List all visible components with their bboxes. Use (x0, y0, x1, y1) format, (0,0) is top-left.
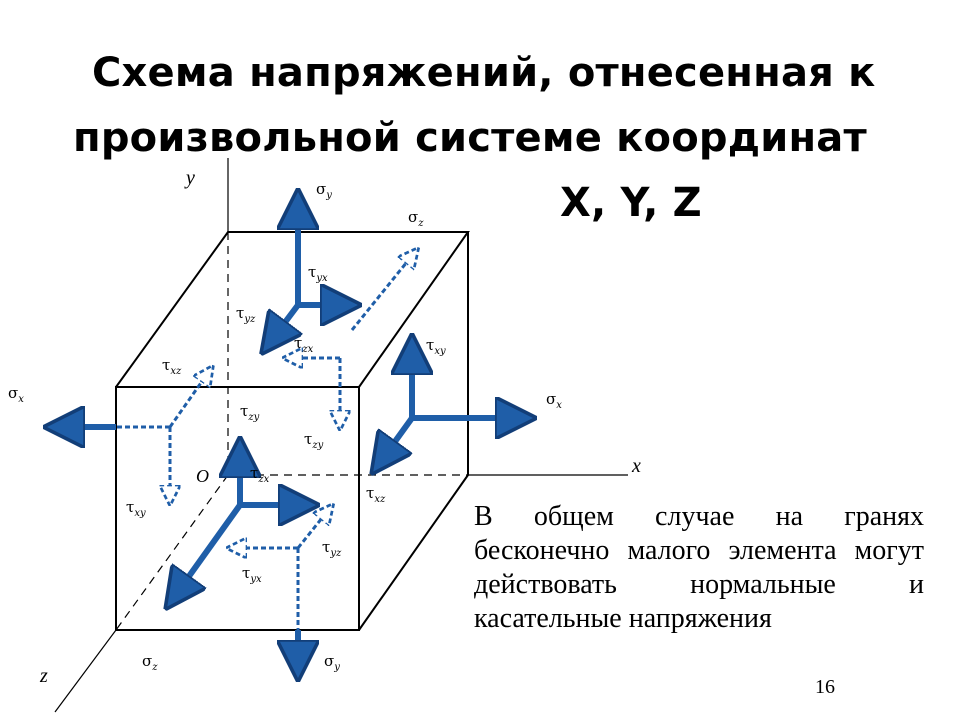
tau-zx-front-label: $\tau_{zx}$ (250, 464, 270, 485)
tau-xz-left-label: $\tau_{xz}$ (162, 356, 182, 377)
sigma-z-back-label: $\sigma_z$ (408, 208, 424, 229)
solid-stress-arrows (55, 200, 525, 670)
hidden-stress-arrows (116, 252, 415, 630)
tau-xz-right-arrow (378, 418, 412, 465)
origin-label: O (196, 466, 209, 486)
x-axis-label: x (632, 455, 641, 477)
slide-title-line-1: Схема напряжений, отнесенная к (92, 50, 876, 96)
tau-zx-top-label: $\tau_{zx}$ (294, 334, 314, 355)
y-axis-label: y (186, 167, 195, 189)
z-axis-label: z (40, 665, 48, 687)
tau-zy-right-label: $\tau_{zy}$ (304, 430, 324, 451)
tau-yx-top-label: $\tau_{yx}$ (308, 263, 328, 284)
page-number: 16 (815, 676, 835, 698)
sigma-x-right-label: $\sigma_x$ (546, 390, 562, 411)
sigma-z-front-arrow (172, 505, 240, 600)
tau-xy-left-label: $\tau_{xy}$ (126, 498, 146, 519)
sigma-x-left-label: $\sigma_x$ (8, 384, 24, 405)
sigma-z-front-label: $\sigma_z$ (142, 652, 158, 673)
tau-yz-bottom-label: $\tau_{yz}$ (322, 538, 342, 559)
tau-xz-right-label: $\tau_{xz}$ (366, 484, 386, 505)
sigma-z-back-arrow (352, 252, 415, 330)
tau-yx-bottom-label: $\tau_{yx}$ (242, 564, 262, 585)
tau-yz-top-label: $\tau_{yz}$ (236, 304, 256, 325)
cube-right-edges (359, 232, 468, 630)
z-axis (55, 630, 116, 712)
explanation-text: В общем случае на гранях бесконечно малого элемента могут действовать нормальные и касательные напряжения (474, 501, 924, 634)
tau-xy-right-label: $\tau_{xy}$ (426, 336, 446, 357)
tau-zy-front-label: $\tau_{zy}$ (240, 402, 260, 423)
tau-xz-left-hidden-arrow (170, 370, 210, 427)
sigma-y-top-label: $\sigma_y$ (316, 180, 332, 201)
sigma-y-bottom-label: $\sigma_y$ (324, 652, 340, 673)
slide-title-line-2: произвольной системе координат (73, 115, 867, 161)
slide-title-line-3: X, Y, Z (560, 180, 702, 226)
